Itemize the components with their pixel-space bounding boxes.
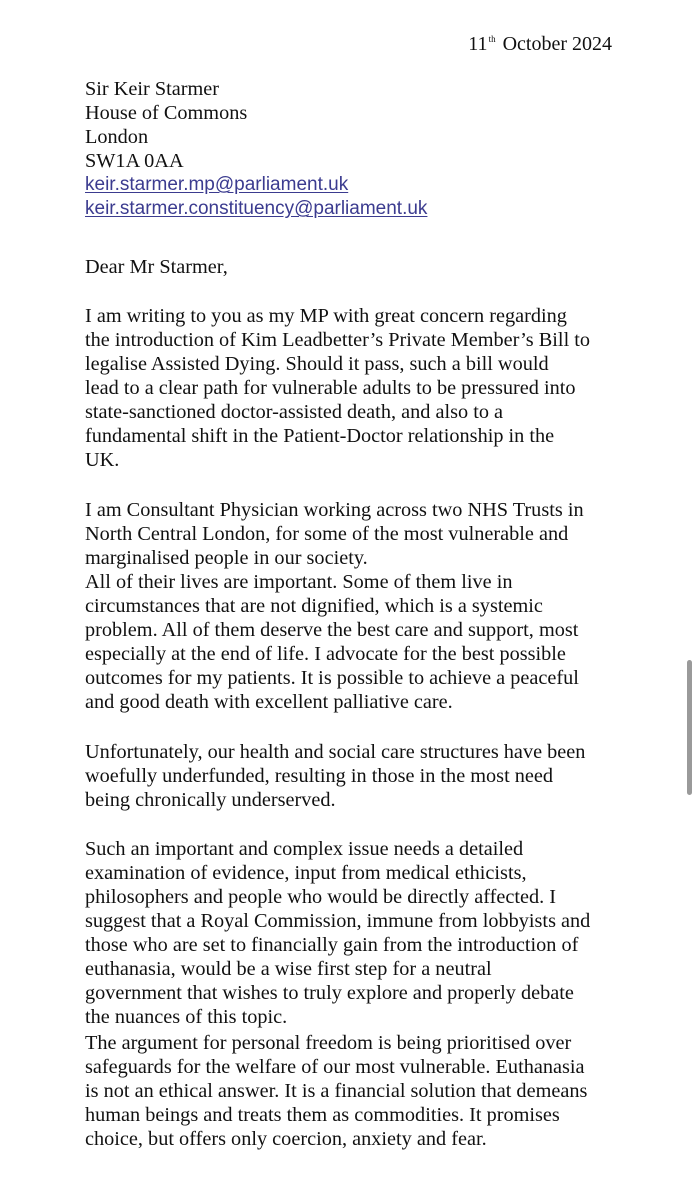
paragraph-line: especially at the end of life. I advocate for the best possible xyxy=(85,643,566,665)
paragraph-line: North Central London, for some of the most vulnerable and xyxy=(85,523,569,545)
paragraph-line: All of their lives are important. Some of them live in xyxy=(85,571,513,593)
paragraph-line: those who are set to financially gain from the introduction of xyxy=(85,934,579,956)
paragraph-physician xyxy=(85,498,665,714)
paragraph-line: safeguards for the welfare of our most vulnerable. Euthanasia xyxy=(85,1056,585,1078)
paragraph-line: being chronically underserved. xyxy=(85,789,336,811)
paragraph-line: Such an important and complex issue needs a detailed xyxy=(85,838,524,860)
paragraph-line: UK. xyxy=(85,449,120,471)
paragraph-line: state-sanctioned doctor-assisted death, and also to a xyxy=(85,401,504,423)
paragraph-line: I am writing to you as my MP with great concern regarding xyxy=(85,305,567,327)
paragraph-line: the nuances of this topic. xyxy=(85,1006,288,1028)
paragraph-line: suggest that a Royal Commission, immune from lobbyists and xyxy=(85,910,591,932)
paragraph-line: lead to a clear path for vulnerable adults to be pressured into xyxy=(85,377,576,399)
paragraph-line: choice, but offers only coercion, anxiety and fear. xyxy=(85,1128,487,1150)
email-link-mp[interactable]: keir.starmer.mp@parliament.uk xyxy=(85,174,349,195)
paragraph-line: I am Consultant Physician working across two NHS Trusts in xyxy=(85,499,584,521)
paragraph-line: and good death with excellent palliative care. xyxy=(85,691,453,713)
paragraph-line: examination of evidence, input from medical ethicists, xyxy=(85,862,527,884)
paragraph-line: circumstances that are not dignified, which is a systemic xyxy=(85,595,543,617)
date-month-year: October 2024 xyxy=(502,33,612,55)
recipient-city: London xyxy=(85,126,149,148)
paragraph-personal-freedom xyxy=(85,1031,665,1151)
letter-date xyxy=(468,27,612,56)
recipient-postcode: SW1A 0AA xyxy=(85,150,184,172)
paragraph-line: Unfortunately, our health and social care structures have been xyxy=(85,741,586,763)
paragraph-line: legalise Assisted Dying. Should it pass, such a bill would xyxy=(85,353,549,375)
vertical-scrollbar[interactable] xyxy=(687,660,692,795)
paragraph-line: woefully underfunded, resulting in those in the most need xyxy=(85,765,554,787)
paragraph-line: philosophers and people who would be directly affected. I xyxy=(85,886,557,908)
paragraph-line: marginalised people in our society. xyxy=(85,547,368,569)
recipient-line2: House of Commons xyxy=(85,102,248,124)
paragraph-line: government that wishes to truly explore and properly debate xyxy=(85,982,574,1004)
date-day: 11 xyxy=(468,33,488,55)
salutation: Dear Mr Starmer, xyxy=(85,256,228,278)
paragraph-line: the introduction of Kim Leadbetter’s Private Member’s Bill to xyxy=(85,329,591,351)
paragraph-line: is not an ethical answer. It is a financial solution that demeans xyxy=(85,1080,588,1102)
paragraph-line: The argument for personal freedom is being prioritised over xyxy=(85,1032,572,1054)
recipient-name: Sir Keir Starmer xyxy=(85,78,220,100)
paragraph-line: outcomes for my patients. It is possible to achieve a peaceful xyxy=(85,667,579,689)
recipient-address xyxy=(85,77,665,221)
email-link-constituency[interactable]: keir.starmer.constituency@parliament.uk xyxy=(85,198,428,219)
paragraph-line: problem. All of them deserve the best care and support, most xyxy=(85,619,579,641)
date-suffix: th xyxy=(488,34,496,44)
paragraph-line: euthanasia, would be a wise first step for a neutral xyxy=(85,958,492,980)
paragraph-line: fundamental shift in the Patient-Doctor relationship in the xyxy=(85,425,555,447)
paragraph-line: human beings and treats them as commodities. It promises xyxy=(85,1104,560,1126)
paragraph-royal-commission xyxy=(85,837,665,1029)
paragraph-concern xyxy=(85,304,665,472)
paragraph-funding xyxy=(85,740,665,812)
